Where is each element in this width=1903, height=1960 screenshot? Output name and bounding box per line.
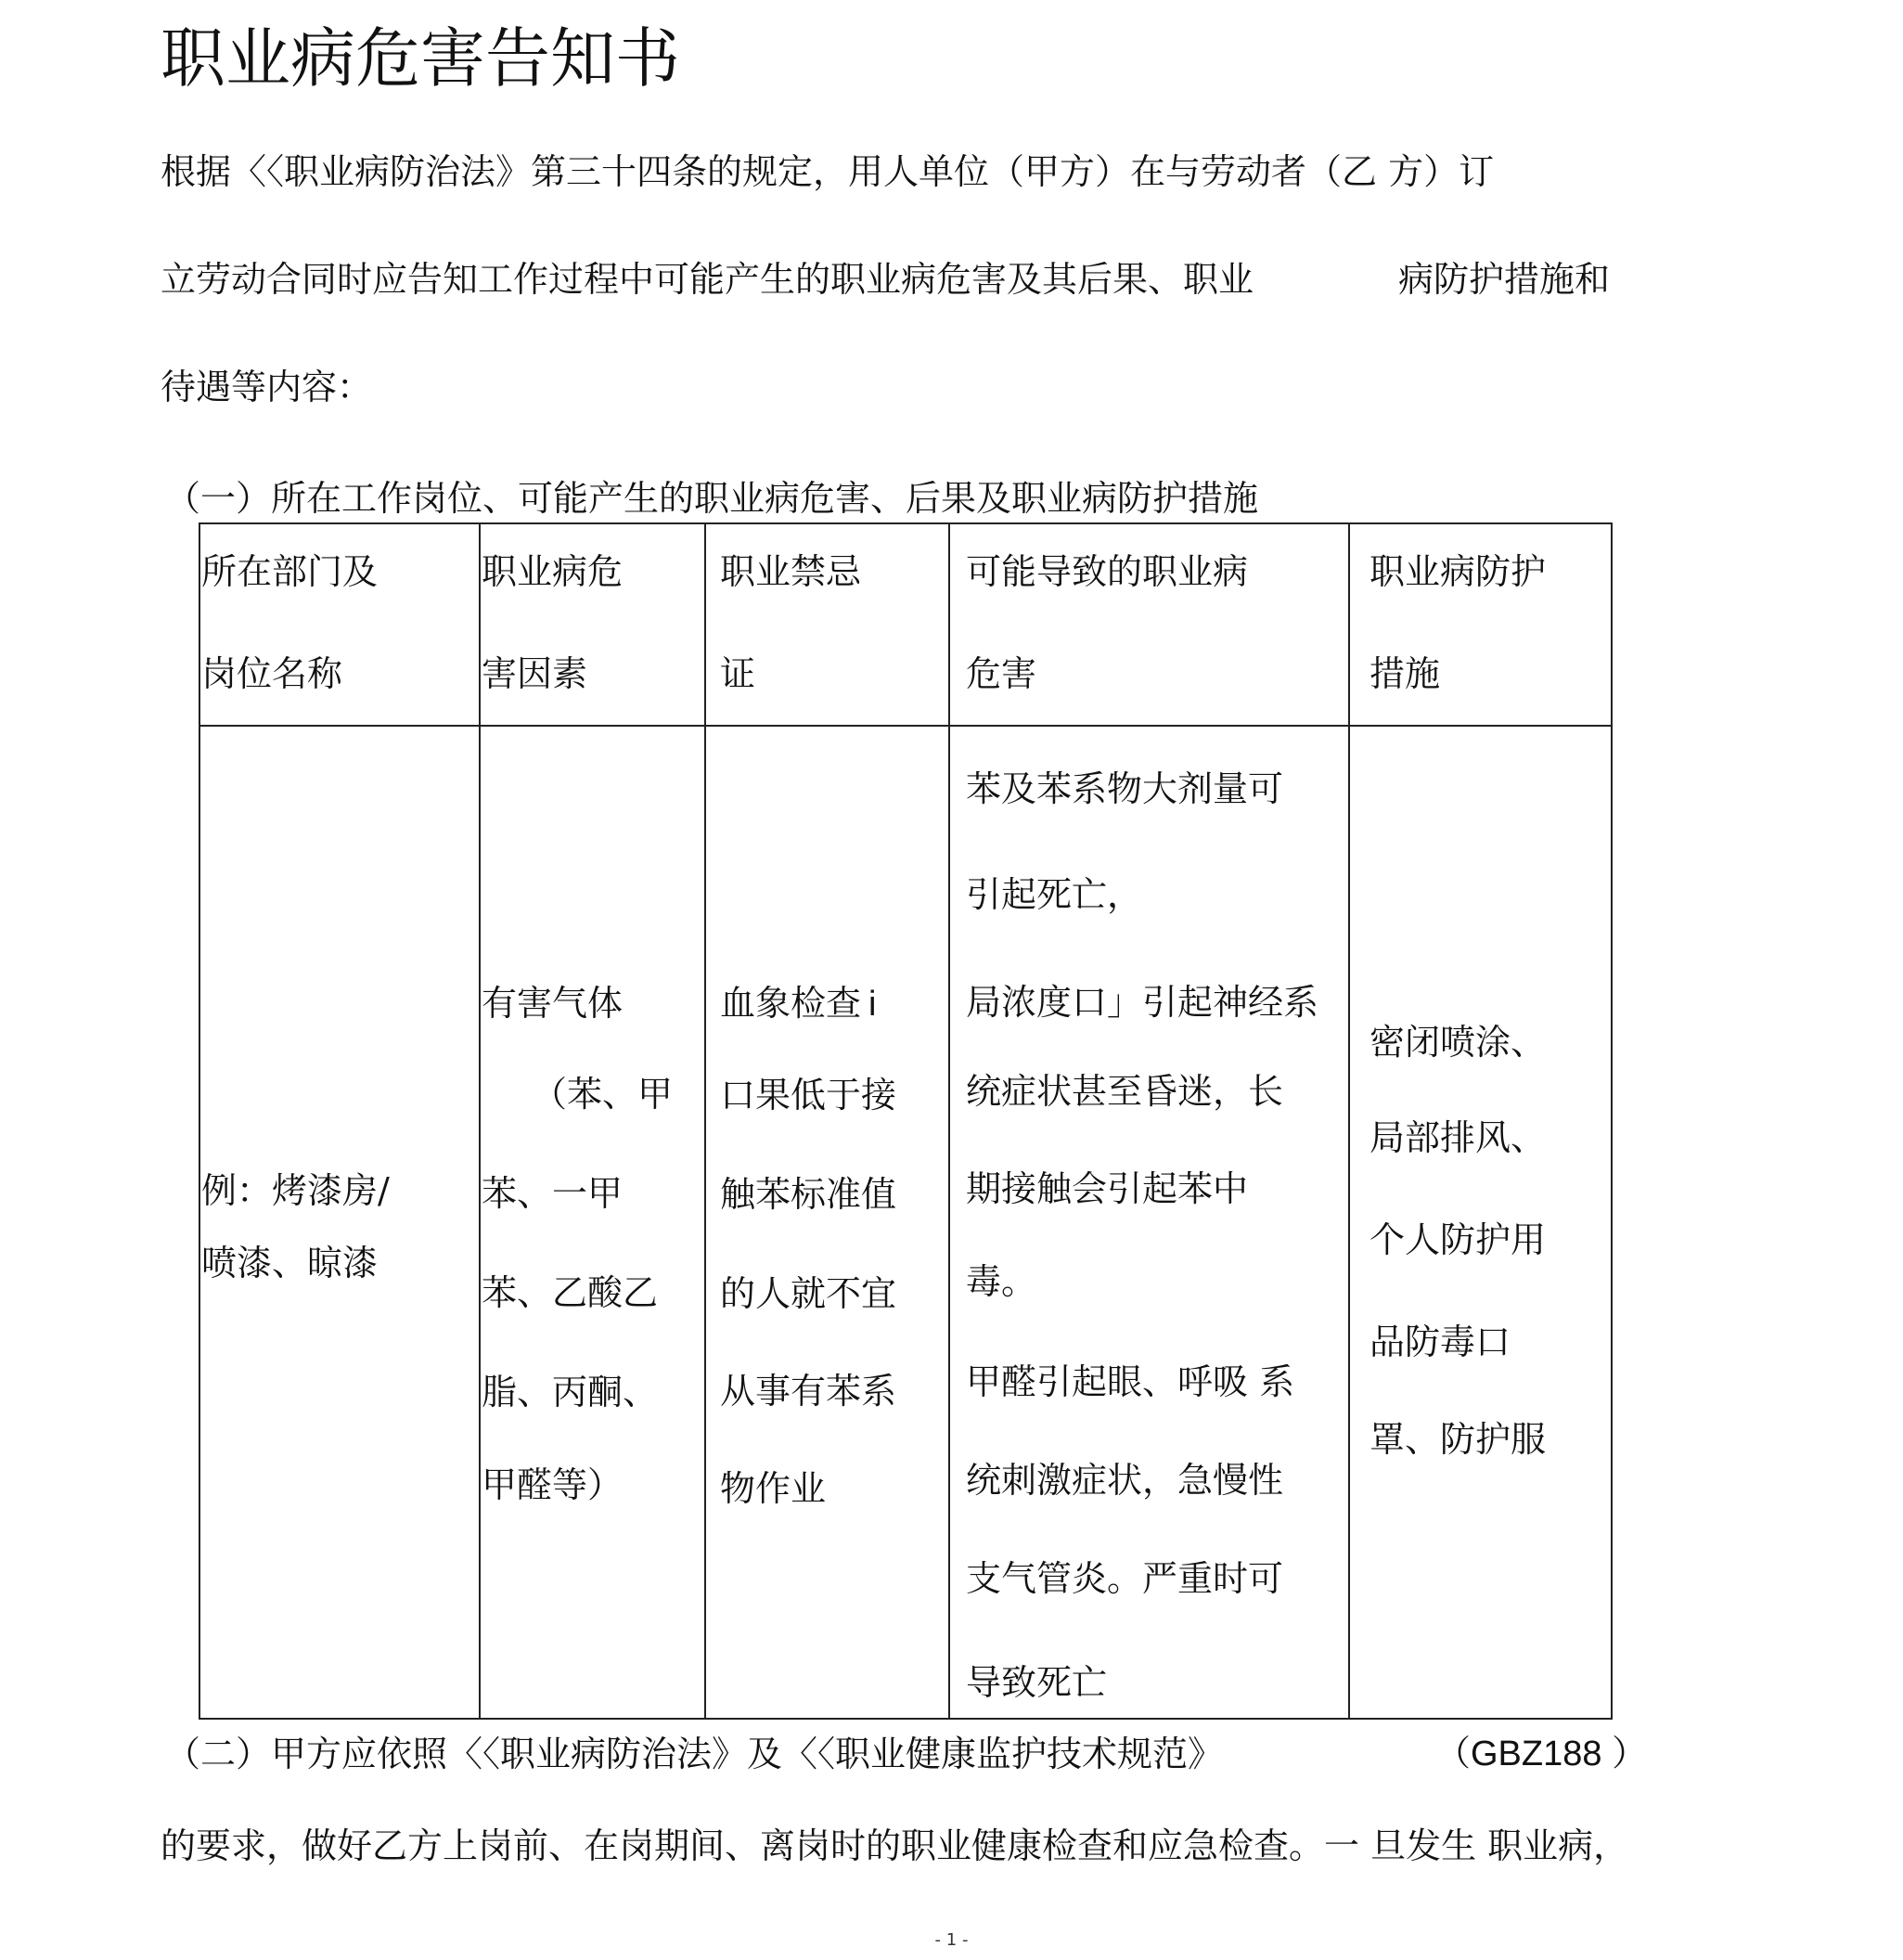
header-dept [201,548,378,697]
row-hazards-line-3: 局浓度口」引起神经系 [966,982,1319,1023]
row-measures-line-4: 品防毒口 [1369,1322,1511,1362]
row-contra-line-1 [720,980,896,1027]
header-hazards-line-2: 危害 [966,653,1037,694]
header-factors-line-1: 职业病危 [482,551,624,592]
row-factors-line-1: 有害气体 [482,983,624,1024]
row-dept-line-2: 喷漆、晾漆 [201,1243,379,1283]
row-hazards-line-4: 统症状甚至昏迷，长 [966,1071,1284,1112]
row-measures-line-3: 个人防护用 [1369,1219,1547,1260]
row-contra-line-6: 物作业 [720,1468,827,1509]
header-dept-line-1: 所在部门及 [201,551,379,592]
section-2-line-2: 的要求，做好乙方上岗前、在岗期间、离岗时的职业健康检查和应急检查。一 旦发生 职业病， [161,1825,1629,1866]
row-hazards-line-9: 支气管炎。严重时可 [966,1558,1284,1599]
page-number: - 1 - [934,1930,969,1950]
row-factors [482,980,673,1508]
header-contra-line-2: 证 [720,653,756,694]
header-measures-line-2: 措施 [1369,653,1441,694]
row-factors-line-6: 甲醛等） [482,1464,624,1505]
row-hazards-line-2: 引起死亡， [966,874,1143,915]
header-factors [482,548,623,697]
intro-line-2a: 立劳动合同时应告知工作过程中可能产生的职业病危害及其后果、职业 [161,259,1254,300]
row-dept [201,1167,390,1286]
row-hazards-line-10: 导致死亡 [966,1662,1108,1703]
header-measures-line-1: 职业病防护 [1369,551,1547,592]
row-factors-line-2: （苯、甲 [532,1074,674,1115]
header-hazards [966,548,1248,697]
row-hazards [966,766,1318,1706]
row-contra-line-3: 触苯标准值 [720,1174,897,1215]
row-measures-line-2: 局部排风、 [1369,1117,1547,1158]
row-hazards-line-7: 甲醛引起眼、呼吸 系 [966,1361,1295,1402]
row-hazards-line-6: 毒。 [966,1261,1037,1302]
row-contra-line-2: 口果低于接 [720,1075,897,1115]
row-measures-line-5: 罩、防护服 [1369,1419,1547,1460]
intro-line-2b: 病防护措施和 [1398,259,1611,300]
row-contra-line-5: 从事有苯系 [720,1371,897,1412]
intro-line-1: 根据〈〈职业病防治法》第三十四条的规定，用人单位（甲方）在与劳动者（乙 方）订 [161,151,1495,192]
header-hazards-line-1: 可能导致的职业病 [966,551,1249,592]
row-factors-line-3: 苯、一甲 [482,1173,624,1214]
row-factors-line-5: 脂、丙酮、 [482,1372,659,1412]
row-contra-main: 血象检查 [720,983,862,1024]
section-2-line-1b: （GBZ188 ） [1435,1734,1648,1773]
row-contraindications [720,980,896,1512]
section-1-heading: （一）所在工作岗位、可能产生的职业病危害、后果及职业病防护措施 [165,478,1259,519]
header-measures [1369,548,1546,697]
row-measures-line-1: 密闭喷涂、 [1369,1022,1547,1063]
header-contra-line-1: 职业禁忌 [720,551,862,592]
row-hazards-line-8: 统刺激症状，急慢性 [966,1460,1284,1501]
hazard-table [199,522,1613,1720]
intro-line-3: 待遇等内容： [161,367,373,407]
row-factors-line-4: 苯、乙酸乙 [482,1272,659,1313]
row-contra-glyph: i [868,985,877,1024]
row-contra-line-4: 的人就不宜 [720,1273,897,1314]
header-factors-line-2: 害因素 [482,653,588,694]
row-dept-line-1: 例：烤漆房/ [201,1170,390,1211]
row-measures [1369,1019,1546,1463]
document-title: 职业病危害告知书 [161,20,680,97]
header-dept-line-2: 岗位名称 [201,653,343,694]
row-hazards-line-5: 期接触会引起苯中 [966,1168,1249,1209]
header-contraindications [720,548,861,697]
row-hazards-line-1: 苯及苯系物大剂量可 [966,768,1284,809]
section-2-line-1a: （二）甲方应依照〈〈职业病防治法》及〈〈职业健康监护技术规范》 [165,1734,1224,1774]
